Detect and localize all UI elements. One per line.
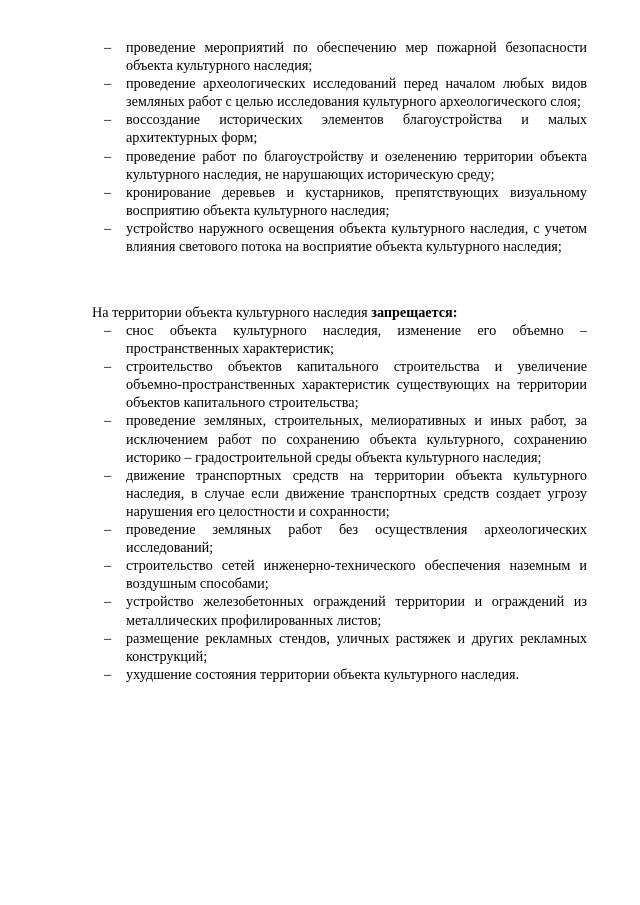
bullet-dash: – xyxy=(104,220,112,237)
list-item-text: размещение рекламных стендов, уличных растяжек и других рекламных конструкций; xyxy=(126,630,587,665)
list-item-text: устройство железобетонных ограждений территории и ограждений из металлических профилированных листов; xyxy=(126,594,587,629)
bullet-dash: – xyxy=(104,467,112,484)
bullet-dash: – xyxy=(104,522,112,539)
list-item-text: кронирование деревьев и кустарников, препятствующих визуальному восприятию объекта культурного наследия; xyxy=(126,184,587,219)
list-item xyxy=(104,75,587,111)
prohibited-intro xyxy=(92,304,457,322)
bullet-dash: – xyxy=(104,558,112,575)
list-item-text: строительство сетей инженерно-технического обеспечения наземным и воздушным способами; xyxy=(126,558,587,593)
list-item xyxy=(104,322,587,358)
bullet-dash: – xyxy=(104,666,112,683)
list-item xyxy=(104,148,587,184)
bullet-dash: – xyxy=(104,184,112,201)
bullet-dash: – xyxy=(104,359,112,376)
list-item-text: проведение работ по благоустройству и озеленению территории объекта культурного наследия, не нарушающих историческую среду; xyxy=(126,148,587,183)
list-item-text: проведение мероприятий по обеспечению мер пожарной безопасности объекта культурного наследия; xyxy=(126,40,587,75)
list-item-text: проведение археологических исследований перед началом любых видов земляных работ с целью исследования культурного археологического слоя; xyxy=(126,76,587,111)
bullet-dash: – xyxy=(104,148,112,165)
list-item xyxy=(104,630,587,666)
allowed-works-list xyxy=(104,39,587,256)
list-item xyxy=(104,557,587,593)
bullet-dash: – xyxy=(104,413,112,430)
bullet-dash: – xyxy=(104,594,112,611)
list-item-text: ухудшение состояния территории объекта культурного наследия. xyxy=(126,666,520,683)
list-item xyxy=(104,521,587,557)
list-item xyxy=(104,184,587,220)
list-item-text: проведение земляных, строительных, мелиоративных и иных работ, за исключением работ по сохранению объекта культурного, сохранению историко – градостроительной среды объекта культурного наследия; xyxy=(126,413,587,466)
prohibited-intro-bold: запрещается: xyxy=(371,305,458,321)
bullet-dash: – xyxy=(104,40,112,56)
prohibited-works-list xyxy=(104,322,587,684)
bullet-dash: – xyxy=(104,112,112,129)
bullet-dash: – xyxy=(104,76,112,93)
list-item xyxy=(104,39,587,75)
bullet-dash: – xyxy=(104,630,112,647)
list-item xyxy=(104,358,587,412)
list-item-text: проведение земляных работ без осуществления археологических исследований; xyxy=(126,522,587,557)
list-item xyxy=(104,412,587,466)
list-item-text: воссоздание исторических элементов благоустройства и малых архитектурных форм; xyxy=(126,112,587,147)
list-item-text: снос объекта культурного наследия, изменение его объемно – пространственных характеристик; xyxy=(126,323,587,358)
list-item xyxy=(104,111,587,147)
bullet-dash: – xyxy=(104,323,112,339)
list-item xyxy=(104,220,587,256)
list-item xyxy=(104,666,587,684)
list-item xyxy=(104,467,587,521)
list-item-text: устройство наружного освещения объекта культурного наследия, с учетом влияния светового потока на восприятие объекта культурного наследия; xyxy=(126,220,587,256)
list-item xyxy=(104,593,587,629)
prohibited-intro-text: На территории объекта культурного наследия xyxy=(92,305,372,321)
list-item-text: строительство объектов капитального строительства и увеличение объемно-пространственных характеристик существующих на территории объектов капитального строительства; xyxy=(126,359,587,412)
list-item-text: движение транспортных средств на территории объекта культурного наследия, в случае если движение транспортных средств создает угрозу нарушения его целостности и сохранности; xyxy=(126,467,587,520)
